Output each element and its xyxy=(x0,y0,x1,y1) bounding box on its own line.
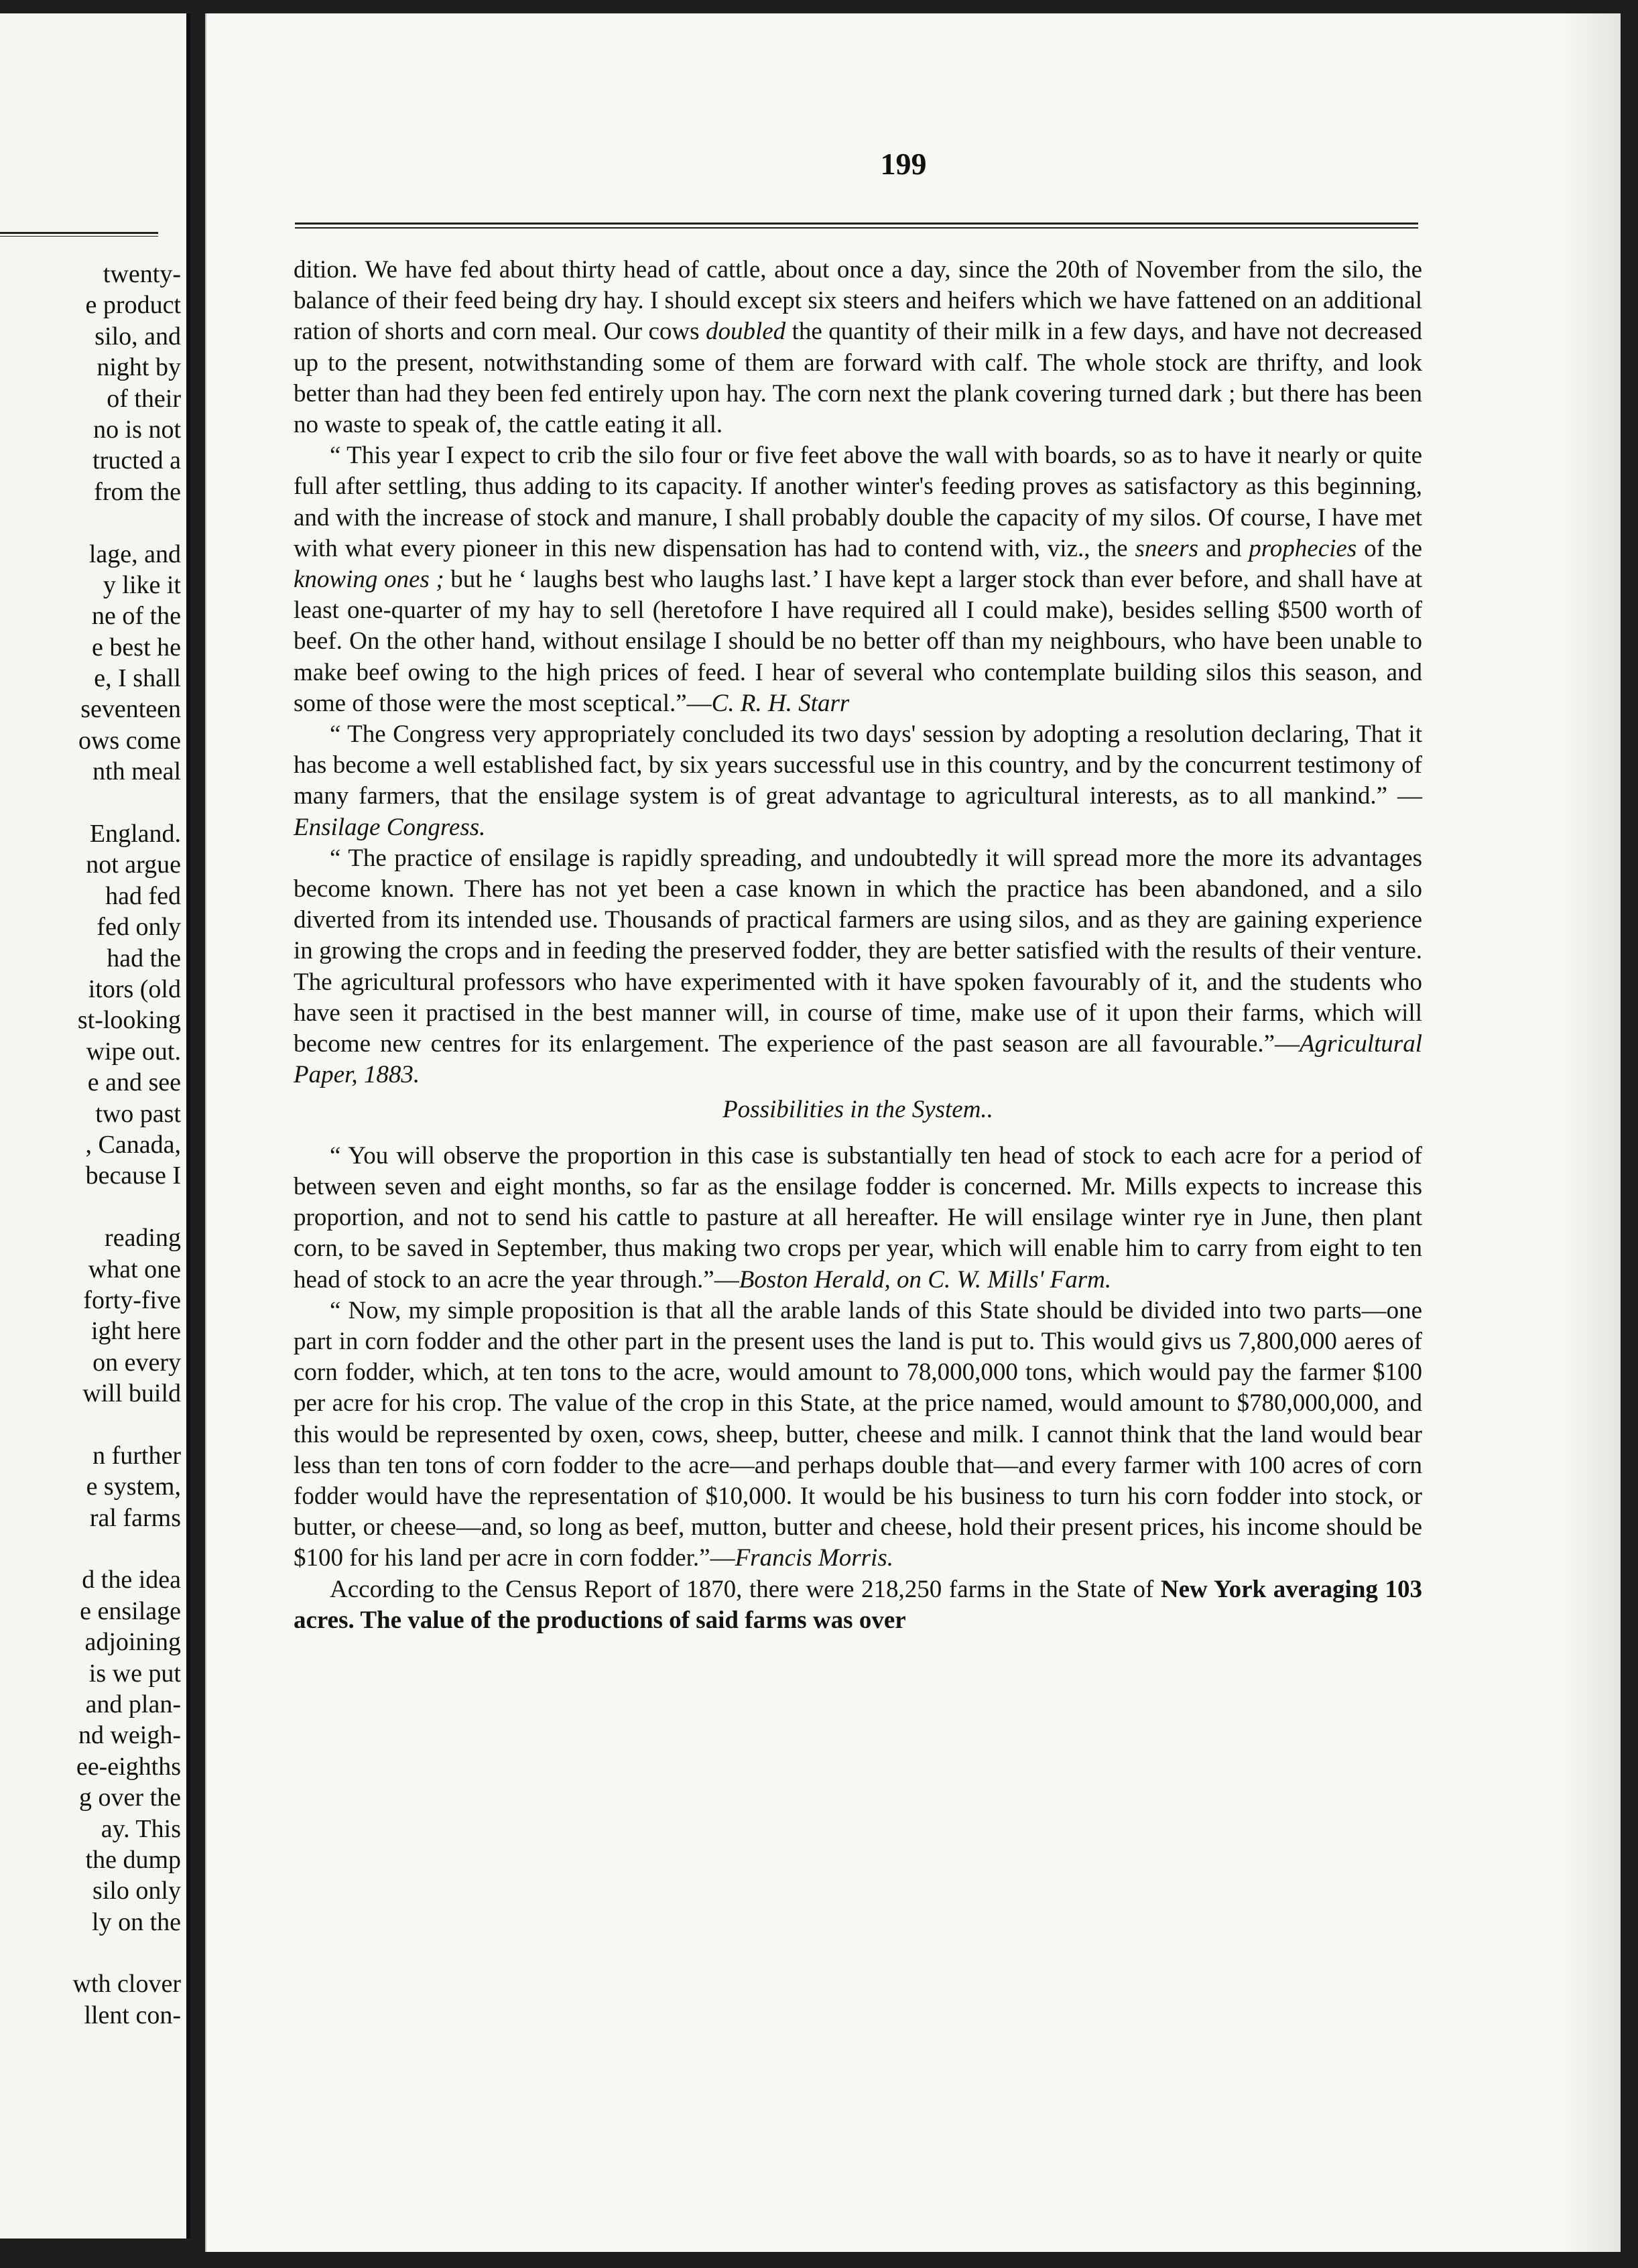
body-text xyxy=(294,255,1422,1636)
text-run: the quantity of their milk in a few days, and have not decreased up to the present, notwithstanding some of them are forward with calf. The whole stock are thrifty, and look better than had they been fed entirely upon hay. The corn next the plank covering turned dark ; but there has been no waste to speak of, the cattle eating it all. xyxy=(294,318,1423,439)
left-page-line: nd weigh- xyxy=(78,1721,181,1750)
paragraph-2 xyxy=(294,440,1422,719)
left-page-line: ral farms xyxy=(89,1503,181,1532)
left-page-line xyxy=(0,1938,181,1968)
paragraph-3 xyxy=(294,719,1422,843)
text-run: “ The practice of ensilage is rapidly spreading, and undoubtedly it will spread more the more its advantages become known. There has not yet been a case known in which the practice has been abandoned, and a silo diverted from its intended use. Thousands of practical farmers are using silos, and as they are gaining experience in growing the crops and in feeding the preserved fodder, they are better satisfied with the results of their venture. The agricultural professors who have experimented with it have spoken favourably of it, and the students who have seen it practised in the best manner will, in course of time, make use of it upon their farms, which will become new centres for its enlargement. The experience of the past season are all favourable.”— xyxy=(294,844,1422,1058)
left-page-line: seventeen xyxy=(80,695,181,724)
left-page-fragment xyxy=(0,13,190,2239)
left-page-line: , Canada, xyxy=(85,1130,181,1159)
left-page-line: ee-eighths xyxy=(76,1752,181,1781)
paragraph-6 xyxy=(294,1296,1422,1574)
section-heading: Possibilities in the System.. xyxy=(722,1096,993,1124)
left-page-line: forty-five xyxy=(83,1285,181,1314)
left-page-line: from the xyxy=(94,477,181,506)
citation: C. R. H. Starr xyxy=(711,689,850,717)
left-page-line xyxy=(0,1192,181,1222)
left-page-line: n further xyxy=(92,1441,181,1470)
text-run: “ The Congress very appropriately concluded its two days' session by adopting a resolution declaring, That it has become a well established fact, by six years successful use in this country, and by the concurrent testimony of many farmers, that the ensilage system is of great advantage to agricultural interests, as to all mankind.” — xyxy=(294,720,1422,810)
left-page-line: ne of the xyxy=(92,602,181,631)
text-run: but he ‘ laughs best who laughs last.’ I have kept a larger stock than ever before, and shall have at least one-quarter of my hay to sell (heretofore I have required all I could make), besides selling $500 worth of beef. On the other hand, without ensilage I should be no better off than my neighbours, who have been unable to make beef owing to the high prices of feed. I hear of several who contemplate building silos this season, and some of those were the most sceptical.”— xyxy=(294,566,1422,717)
left-page-line: e, I shall xyxy=(94,664,181,693)
citation: Agricultural Paper, 1883. xyxy=(294,1030,1422,1089)
citation: Ensilage Congress. xyxy=(294,813,486,841)
left-page-line: night by xyxy=(97,353,181,382)
emphasis: knowing ones ; xyxy=(294,566,444,594)
left-page-line: what one xyxy=(88,1255,181,1283)
text-run-bold: New York averaging 103 acres. The value of the productions of said farms was over xyxy=(294,1575,1423,1634)
left-page-line: ight here xyxy=(90,1317,181,1346)
left-page-line: e ensilage xyxy=(80,1596,181,1625)
text-run: “ This year I expect to crib the silo four or five feet above the wall with boards, so as to have it nearly or quite full after settling, thus adding to its capacity. If another winter's feeding proves as satisfactory as this beginning, and with the increase of stock and manure, I shall probably double the capacity of my silos. Of course, I have met with what every pioneer in this new dispensation has had to contend with, viz., the xyxy=(294,442,1422,562)
left-page-line: no is not xyxy=(93,415,181,444)
left-page-line: is we put xyxy=(88,1659,181,1688)
left-page-line xyxy=(0,788,181,818)
paragraph-5 xyxy=(294,1141,1422,1296)
emphasis: prophecies xyxy=(1249,534,1357,562)
left-page-line: had fed xyxy=(105,881,181,910)
paragraph-4 xyxy=(294,843,1422,1091)
paragraph-7 xyxy=(294,1574,1422,1636)
text-run: According to the Census Report of 1870, there were 218,250 farms in the State of xyxy=(330,1575,1154,1603)
left-page-text xyxy=(0,259,181,2031)
left-page-line: tructed a xyxy=(92,446,181,475)
left-page-line: ows come xyxy=(78,726,181,755)
left-page-line: e best he xyxy=(92,633,181,662)
left-page-line: silo only xyxy=(92,1877,181,1905)
left-page-line: and plan- xyxy=(85,1690,181,1718)
text-run: and xyxy=(1205,534,1242,562)
citation: Boston Herald, on C. W. Mills' Farm. xyxy=(739,1265,1112,1294)
left-page-line: wipe out. xyxy=(86,1037,181,1066)
left-page-line: lage, and xyxy=(88,540,181,568)
left-page-line: e system, xyxy=(86,1472,181,1501)
text-run: “ You will observe the proportion in this case is substantially ten head of stock to each acre for a period of between seven and eight months, so far as the ensilage fodder is concerned. Mr. Mills expects to increase this proportion, and not to send his cattle to pasture at all hereafter. He will ensilage winter rye in June, then plant corn, to be saved in September, thus making two crops per year, which will enable him to carry from eight to ten head of stock to an acre the year through.”— xyxy=(294,1141,1422,1294)
left-page-line: g over the xyxy=(79,1783,181,1812)
main-page xyxy=(205,13,1621,2252)
left-page-line: adjoining xyxy=(84,1628,181,1657)
left-page-line xyxy=(0,1533,181,1564)
text-run: of the xyxy=(1364,534,1423,562)
text-run: dition. We have fed about thirty head of cattle, about once a day, since the 20th of November from the silo, the balance of their feed being dry hay. I should except six steers and heifers which we have fattened on an additional ration of shorts and corn meal. Our cows xyxy=(294,256,1422,346)
left-page-line: because I xyxy=(85,1161,181,1190)
left-page-line: two past xyxy=(95,1099,181,1128)
paragraph-1 xyxy=(294,255,1422,440)
left-page-line: itors (old xyxy=(88,974,181,1003)
left-page-line: twenty- xyxy=(103,260,181,288)
left-page-line: silo, and xyxy=(94,322,181,351)
left-page-line: ay. This xyxy=(101,1814,181,1843)
left-page-line: not argue xyxy=(86,850,181,879)
left-page-line: llent con- xyxy=(84,2001,181,2029)
left-page-line: d the idea xyxy=(82,1566,181,1594)
left-page-line xyxy=(0,507,181,538)
left-page-line: y like it xyxy=(103,570,181,599)
text-run: “ Now, my simple proposition is that all the arable lands of this State should be divided into two parts—one part in corn fodder and the other part in the present uses the land is put to. This would givs us 7,800,000 aeres of corn fodder, which, at ten tons to the acre, would amount to 78,000,000 tons, which would pay the farmer $100 per acre for his crop. The value of the crop in this State, at the price named, would amount to $780,000,000, and this would be represented by oxen, cows, sheep, butter, cheese and milk. I cannot think that the land would bear less than ten tons of corn fodder to the acre—and perhaps double that—and every farmer with 100 acres of corn fodder would have the representation of $10,000. It would be his business to turn his corn fodder into stock, or butter, or cheese—and, so long as beef, mutton, butter and cheese, hold their present prices, his income should be $100 for his land per acre in corn fodder.”— xyxy=(294,1296,1422,1572)
left-page-line: fed only xyxy=(97,913,181,942)
left-page-line: reading xyxy=(105,1224,181,1253)
left-page-line: st-looking xyxy=(77,1006,181,1035)
left-page-line xyxy=(0,1409,181,1440)
left-page-line: the dump xyxy=(85,1845,181,1874)
left-header-rule xyxy=(0,232,158,237)
left-page-line: had the xyxy=(107,944,181,972)
left-page-line: nth meal xyxy=(92,757,181,786)
header-rule xyxy=(295,223,1418,229)
emphasis: doubled xyxy=(705,318,786,346)
page-edge-shadow xyxy=(1560,13,1621,2252)
left-page-line: ly on the xyxy=(92,1907,181,1936)
left-page-line: England. xyxy=(89,820,181,848)
left-page-line: of their xyxy=(107,384,181,413)
left-page-line: e and see xyxy=(87,1068,181,1097)
emphasis: sneers xyxy=(1135,534,1199,562)
page-number: 199 xyxy=(880,147,927,181)
left-page-line: wth clover xyxy=(72,1970,181,1999)
left-page-line: will build xyxy=(82,1379,181,1408)
left-page-line: on every xyxy=(92,1348,181,1377)
citation: Francis Morris. xyxy=(735,1544,893,1572)
left-page-line: e product xyxy=(85,291,181,320)
